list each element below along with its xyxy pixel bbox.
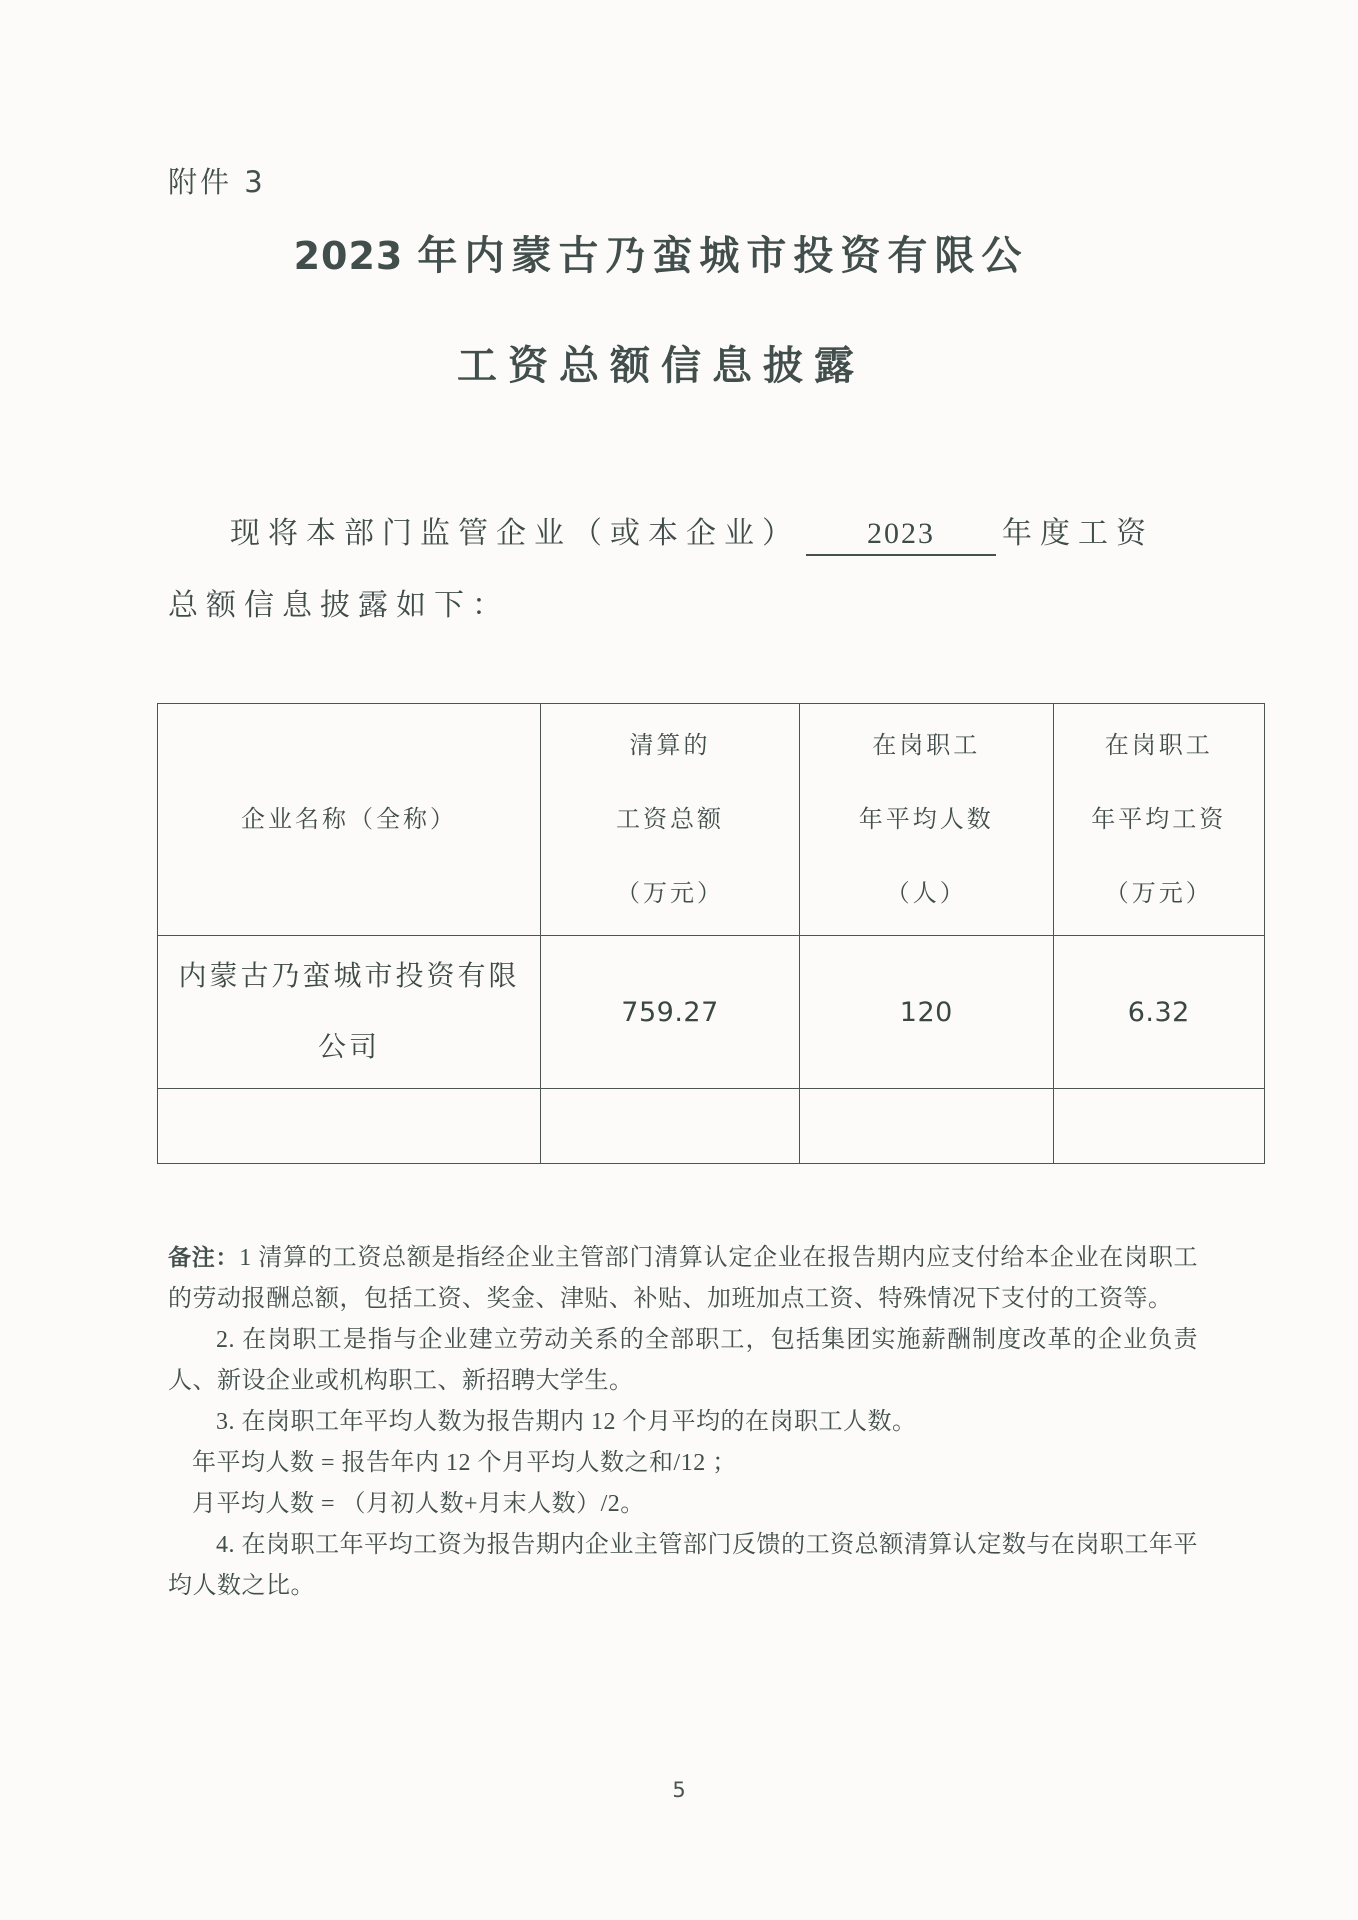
empty-cell-annual-average-wage	[1053, 1089, 1264, 1164]
header-line: 在岗职工	[872, 732, 981, 759]
header-settled-total-wage	[541, 704, 800, 936]
intro-prefix: 现将本部门监管企业（或本企业）	[230, 517, 800, 550]
header-line: 年平均工资	[1091, 806, 1227, 833]
note-3-formula-annual: 年平均人数 = 报告年内 12 个月平均人数之和/12 ；	[192, 1450, 737, 1476]
table-header-row	[158, 704, 1265, 936]
header-line: 企业名称（全称）	[241, 806, 457, 833]
intro-line-1	[230, 508, 1154, 556]
note-4: 4. 在岗职工年平均工资为报告期内企业主管部门反馈的工资总额清算认定数与在岗职工年平均人数之比。	[168, 1532, 1198, 1599]
cell-annual-average-headcount: 120	[800, 936, 1054, 1089]
attachment-label: 附件 3	[168, 165, 266, 199]
intro-year-value: 2023	[867, 517, 935, 550]
empty-cell-annual-average-headcount	[800, 1089, 1054, 1164]
cell-settled-total-wage: 759.27	[541, 936, 800, 1089]
header-line: 清算的	[629, 732, 711, 759]
header-annual-average-headcount	[800, 704, 1054, 936]
title-year: 2023	[293, 234, 404, 278]
header-annual-average-wage	[1053, 704, 1264, 936]
note-1	[168, 1238, 1198, 1320]
intro-line-2: 总额信息披露如下：	[168, 589, 510, 622]
header-line: 年平均人数	[858, 806, 994, 833]
intro-year-blank	[806, 517, 996, 556]
table-row-empty	[158, 1089, 1265, 1164]
wage-disclosure-table	[157, 703, 1265, 1164]
cell-annual-average-wage: 6.32	[1053, 936, 1264, 1089]
page-number: 5	[672, 1778, 686, 1802]
note-2: 2. 在岗职工是指与企业建立劳动关系的全部职工，包括集团实施薪酬制度改革的企业负责人、新设企业或机构职工、新招聘大学生。	[168, 1327, 1198, 1394]
header-company-name	[158, 704, 541, 936]
document-title-line-1	[0, 224, 1340, 281]
cell-company-name: 内蒙古乃蛮城市投资有限公司	[158, 936, 541, 1089]
empty-cell-company-name	[158, 1089, 541, 1164]
header-line: （人）	[885, 880, 967, 907]
notes-section	[168, 1238, 1198, 1607]
header-line: 在岗职工	[1104, 732, 1213, 759]
note-3-formula-monthly: 月平均人数 = （月初人数+月末人数）/2。	[192, 1491, 645, 1517]
table-row	[158, 936, 1265, 1089]
note-3: 3. 在岗职工年平均人数为报告期内 12 个月平均的在岗职工人数。	[216, 1409, 917, 1435]
intro-suffix: 年度工资	[1002, 517, 1154, 550]
empty-cell-settled-total-wage	[541, 1089, 800, 1164]
header-line: 工资总额	[616, 806, 725, 833]
header-line: （万元）	[1104, 880, 1213, 907]
notes-label: 备注：	[168, 1245, 240, 1271]
note-1-text: 1 清算的工资总额是指经企业主管部门清算认定企业在报告期内应支付给本企业在岗职工的劳动报酬总额，包括工资、奖金、津贴、补贴、加班加点工资、特殊情况下支付的工资等。	[168, 1245, 1199, 1312]
title-text: 年内蒙古乃蛮城市投资有限公	[417, 233, 1029, 278]
header-line: （万元）	[616, 880, 725, 907]
document-title-line-2: 工资总额信息披露	[457, 343, 865, 388]
